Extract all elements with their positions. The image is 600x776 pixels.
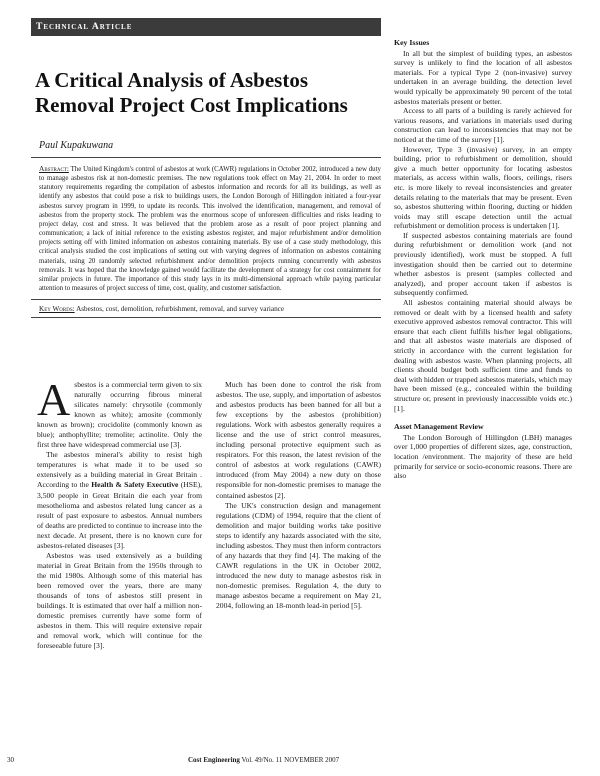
paragraph: However, Type 3 (invasive) survey, in an empty building, prior to refurbishment or demolition, should give a much better opportunity for locating asbestos materials, as access within walls, floors, ceilings, risers etc. is more likely to reveal inconsistencies and greater details relating to the materials that may be present. Even so, asbestos shuttering within flooring, ducting or hidden voids may still escape detection until the actual refurbishment or demolition process is undertaken [1]. [394, 144, 572, 231]
right-column [394, 38, 572, 481]
article-title: A Critical Analysis of Asbestos Removal Project Cost Implications [35, 68, 348, 117]
drop-cap: A [37, 374, 71, 425]
section-heading: Asset Management Review [394, 422, 484, 432]
paragraph: The London Borough of Hillingdon (LBH) manages over 1,000 properties of different sizes, age, construction, location /environment. The majority of these are held primarily for service or socio-economic reasons. There are also [394, 432, 572, 481]
body-column-2 [216, 380, 381, 611]
divider [31, 317, 381, 318]
paragraph: The UK's construction design and management regulations (CDM) of 1994, require that the client of demolition and major building works take positive steps to identify any hazards associated with the site, including asbestos. They must then inform contractors of any hazards that they find [4]. The making of the CAWR regulations in the UK in October 2002, introduced the new duty to manage asbestos risk in non-domestic premises. Regulation 4, the duty to manage asbestos became a requirement on May 21, 2004, following an 18-month lead-in period [5]. [216, 500, 381, 611]
paragraph: In all but the simplest of building types, an asbestos survey is unlikely to find the location of all asbestos materials. For a typical Type 2 (non-invasive) survey undertaken in an average building, the detection level would typically be approximately 90 percent of the total asbestos materials present or better. [394, 48, 572, 106]
keywords [39, 304, 381, 314]
paragraph: The asbestos mineral's ability to resist high temperatures is what made it to be used so extensively as a building material in Great Britain . According to the Health & Safety Executive (HSE), 3,500 people in Great Britain die each year from mesothelioma and asbestos related lung cancer as a result of past exposure to asbestos. Annual numbers of deaths are predicted to continue to increase into the next decade. At present, there is no known cure for asbestos-related diseases [3]. [37, 450, 203, 550]
journal-citation: Cost Engineering Vol. 49/No. 11 NOVEMBER 2007 [188, 756, 340, 764]
abstract-text: The United Kingdom's control of asbestos at work (CAWR) regulations in October 2002, introduced a new duty to manage asbestos risk at non-domestic premises. The new regulations took effect on May 21, 2004. In order to meet statutory requirements regarding the compilation of asbestos information and records for all its buildings, as well as identify any asbestos that could pose a risk to buildings users, the London Borough of Hillingdon initiated a four-year asbestos survey program in 1999, to update its records. This involved the identification, management, and removal of asbestos from the property stock. The problem was the enormous scope of unforeseen difficulties and risks leading to project delay, cost and stress. It was believed that the problem arose as a result of poor project planning and communication; a lack of initial reference to the existing asbestos register, and major refurbishment and/or demolition projects setting off with limited information on asbestos containing materials. By use of a case study methodology, this critical analysis studied the cost implications of setting out with varying degrees of information on asbestos containing materials, using 20 randomly selected refurbishment and/or demolition projects running concurrently with asbestos removals. It was hoped that the knowledge gained would facilitate the development of a strategy for cost containment for similar projects in future. The importance of this study lays in its multi-dimensional approach while paying particular attention to measures of project success of time, cost, quality, and customer satisfaction. [39, 166, 381, 293]
paragraph: Asbestos is a commercial term given to six naturally occurring fibrous mineral silicates namely: chrysotile (commonly known as white); amosite (commonly known as brown); crocidolite (commonly known as blue); anthophyllite; tremolite; actinolite. Only the first three have widespread commercial use [3]. [37, 374, 202, 450]
body-column-1 [37, 374, 203, 651]
section-label: Technical Article [31, 18, 381, 36]
paragraph: Asbestos was used extensively as a building material in Great Britain from the 1950s through to the mid 1980s. Although some of this material has been removed over the years, there are many thousands of tons of asbestos still present in buildings. It is estimated that over half a million non-domestic premises currently have some form of asbestos in them. This will require extensive repair and removal work, which will continue for the foreseeable future [3]. [37, 550, 202, 651]
article-header-block [31, 18, 381, 318]
abstract [39, 164, 381, 293]
paragraph: Much has been done to control the risk from asbestos. The use, supply, and importation of asbestos and asbestos products has been banned for all but a few exceptions by the asbestos (prohibition) regulations. Work with asbestos generally requires a license and the use of strict control measures, including personal protective equipment such as respirators. For this reason, the latest revision of the control of asbestos at work regulations (CAWR) introduced (from May 2004) a new duty on those responsible for non-domestic premises to manage the contained asbestos [2]. [216, 380, 381, 500]
keywords-text: Asbestos, cost, demolition, refurbishment, removal, and survey variance [76, 305, 285, 314]
keywords-label: Key Words: [39, 305, 75, 314]
paragraph: All asbestos containing material should always be removed or dealt with by a licensed health and safety executive approved asbestos removal contractor. This will ensure that each client fulfills his/her legal obligations, and that all asbestos waste materials are disposed of strictly in accordance with the current legislation for dealing with asbestos waste. When planning projects, all clients should budget both sufficient time and funds to deal with hidden or trapped asbestos materials, which may have been missed (e.g., concealed within the building structure or, present in previously inaccessible voids etc.) [1]. [394, 298, 572, 413]
abstract-label: Abstract: [39, 164, 69, 173]
page-number: 30 [7, 756, 14, 764]
divider [31, 157, 381, 158]
divider [31, 299, 381, 300]
section-heading: Key Issues [394, 38, 430, 47]
hse-link-text: Health & Safety Executive [91, 480, 179, 490]
article-author: Paul Kupakuwana [39, 140, 114, 151]
paragraph: Access to all parts of a building is rarely achieved for various reasons, and variations in materials used during construction can lead to inconsistencies that may not be noticed at the time of the survey [1]. [394, 106, 572, 144]
paragraph: If suspected asbestos containing materials are found during refurbishment or demolition work (and not previously identified), work must be stopped. A full investigation should then be carried out to determine whether asbestos is present (samples collected and analyzed), and proper account taken if asbestos is subsequently confirmed. [394, 230, 572, 298]
